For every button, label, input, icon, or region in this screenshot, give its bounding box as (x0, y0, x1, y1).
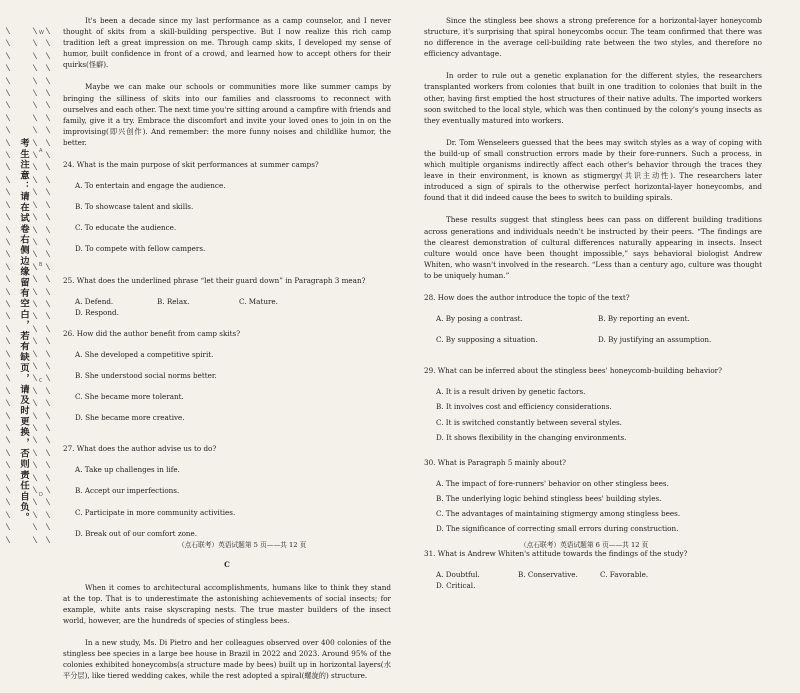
option-c: C. It is switched constantly between several styles. (436, 417, 622, 427)
section-heading-c: C (224, 559, 230, 569)
passage-paragraph: In order to rule out a genetic explanation for the different styles, the researchers transplanted workers from colonies that built in one tradition to colonies that built in the other, having first emptied the host structures of their native adults. The imported workers soon switched to the local style, which was then continued by the colony's young insects as they eventually matured into workers. (424, 71, 762, 125)
passage-paragraph: Since the stingless bee shows a strong preference for a horizontal-layer honeycomb structure, it's surprising that spiral honeycombs occur. The team confirmed that there was no difference in the average cell-building rate between the two styles, and therefore no efficiency advantage. (424, 16, 762, 59)
option-c: C. She became more tolerant. (75, 392, 184, 402)
question-24: 24. What is the main purpose of skit performances at summer camps? (63, 160, 319, 170)
margin-slash-column: \ \ \ \ \ \ \ \ \ \ \ \ \ \ \ \ \ \ \ \ \ \ \ \ \ \ \ \ \ \ \ \ \ \ \ \ \ \ \ \ \ \ (5, 27, 11, 546)
passage-paragraph: These results suggest that stingless bees can pass on different building traditions across generations and individuals needn't be instructed by their peers. “The findings are the clearest demonstration of cultural differences naturally appearing in insects. Insect culture would once have been thought impossible,” says behavioral biologist Andrew Whiten, who wasn't involved in the research. “Less than a century ago, culture was thought to be uniquely human.” (424, 215, 762, 280)
page-6-column (424, 15, 762, 601)
option-d: D. To compete with fellow campers. (75, 244, 206, 254)
option-b: B. To showcase talent and skills. (75, 202, 194, 212)
question-30-options (436, 478, 762, 538)
question-26-options (75, 349, 391, 433)
option-b: B. By reporting an event. (598, 314, 690, 324)
question-29: 29. What can be inferred about the stingless bees' honeycomb-building behavior? (424, 366, 722, 376)
passage-paragraph: Maybe we can make our schools or communities more like summer camps by bringing the silliness of skits into our families and classrooms to reconnect with ourselves and each other. The next time you're sitting around a campfire with friends and family, give it a try. Embrace the discomfort and invite your loved ones to join in on the improvising(即兴创作). And remember: the more funny noises and childlike humor, the better. (63, 82, 391, 147)
option-a: A. It is a result driven by genetic factors. (436, 387, 586, 397)
question-29-options (436, 386, 762, 446)
option-a: A. Take up challenges in life. (75, 465, 180, 475)
option-d: D. Critical. (436, 581, 476, 591)
question-25: 25. What does the underlined phrase “let their guard down” in Paragraph 3 mean? (63, 275, 366, 285)
exam-notice: 考生注意：请在试卷右侧边缘留有空白，若有缺页，请及时更换，否则责任自负。 (18, 138, 29, 524)
option-c: C. Participate in more community activities. (75, 507, 236, 517)
margin-tick: A (39, 148, 43, 154)
margin-slash-column: \ \ \ \ \ \ \ \ \ \ \ \ \ \ \ \ \ \ \ \ \ \ \ \ \ \ \ \ \ \ \ \ \ \ \ \ \ \ \ \ \ \ (45, 27, 51, 546)
option-d: D. It shows flexibility in the changing environments. (436, 432, 627, 442)
question-24-options (75, 180, 391, 264)
option-d: D. She became more creative. (75, 413, 185, 423)
option-b: B. It involves cost and efficiency considerations. (436, 402, 612, 412)
option-b: B. Conservative. (518, 570, 578, 580)
option-c: C. Favorable. (600, 570, 649, 580)
option-c: C. By supposing a situation. (436, 335, 538, 345)
page-footer-6: （点石联考）英语试题第 6 页——共 12 页 (520, 541, 649, 549)
question-25-options (75, 296, 391, 318)
option-c: C. Mature. (239, 296, 278, 306)
option-c: C. The advantages of maintaining stigmergy among stingless bees. (436, 509, 681, 518)
margin-tick: D (39, 492, 43, 498)
option-b: B. Accept our imperfections. (75, 486, 180, 496)
question-28: 28. How does the author introduce the topic of the text? (424, 292, 630, 302)
option-d: D. Break out of our comfort zone. (75, 528, 198, 538)
page-footer-5: （点石联考）英语试题第 5 页——共 12 页 (178, 541, 307, 549)
option-b: B. She understood social norms better. (75, 370, 217, 380)
passage-paragraph: When it comes to architectural accomplishments, humans like to think they stand at the top. That is to underestimate the astonishing achievements of social insects; for example, white ants raise skyscraping nests. The true master builders of the insect world, however, are the hundreds of species of stingless bees. (63, 582, 391, 626)
margin-tick: W (39, 30, 44, 36)
passage-paragraph: Dr. Tom Wenseleers guessed that the bees may switch styles as a way of coping with the build-up of small construction errors made by their fore-runners. Such a process, in which multiple organisms indirectly affect each other's behavior through the traces they leave in their environment, is known as stigmergy(共识主动性). The researchers later introduced a sign of spirals to the otherwise perfect horizontal-layer honeycombs, and found that it did indeed cause the bees to switch to building spirals. (424, 137, 762, 203)
option-b: B. Relax. (157, 296, 190, 306)
margin-tick: C (39, 378, 43, 384)
passage-paragraph: It's been a decade since my last performance as a camp counselor, and I never thought of skits from a skill-building perspective. But I now realize this rich camp tradition left a great impression on me. Through camp skits, I developed my sense of humor, built confidence in front of a crowd, and learned how to accept others for their quirks(怪癖). (63, 16, 391, 70)
binding-margin (0, 0, 54, 562)
option-a: A. By posing a contrast. (436, 314, 523, 324)
option-a: A. Defend. (75, 296, 114, 306)
option-d: D. By justifying an assumption. (598, 335, 712, 345)
question-31: 31. What is Andrew Whiten's attitude towards the findings of the study? (424, 549, 688, 559)
option-d: D. The significance of correcting small errors during construction. (436, 524, 679, 534)
option-a: A. The impact of fore-runners' behavior on other stingless bees. (436, 478, 669, 488)
question-26: 26. How did the author benefit from camp skits? (63, 328, 241, 338)
option-c: C. To educate the audience. (75, 223, 177, 233)
question-30: 30. What is Paragraph 5 mainly about? (424, 457, 566, 467)
option-a: A. To entertain and engage the audience. (75, 181, 226, 191)
option-b: B. The underlying logic behind stingless bees' building styles. (436, 493, 662, 503)
question-27-options (75, 464, 391, 548)
question-27: 27. What does the author advise us to do? (63, 444, 217, 454)
margin-slash-column: \ \ \ \ \ \ \ \ \ \ \ \ \ \ \ \ \ \ \ \ \ \ \ \ \ \ \ \ \ \ \ \ \ \ \ \ \ \ \ \ \ \ (32, 27, 38, 546)
passage-paragraph: In a new study, Ms. Di Pietro and her colleagues observed over 400 colonies of the stingless bee species in a large bee house in Brazil in 2022 and 2023. Around 95% of the colonies exhibited honeycombs(a structure made by bees) built up in horizontal layers(水平分层), like tiered wedding cakes, while the rest adopted a spiral(螺旋的) structure. (63, 638, 391, 681)
option-a: A. Doubtful. (436, 570, 480, 580)
option-d: D. Respond. (75, 307, 119, 317)
margin-tick: B (39, 262, 43, 268)
question-31-options (436, 569, 762, 591)
question-28-options (436, 313, 762, 355)
page-5-column (63, 15, 391, 693)
option-a: A. She developed a competitive spirit. (75, 349, 214, 359)
